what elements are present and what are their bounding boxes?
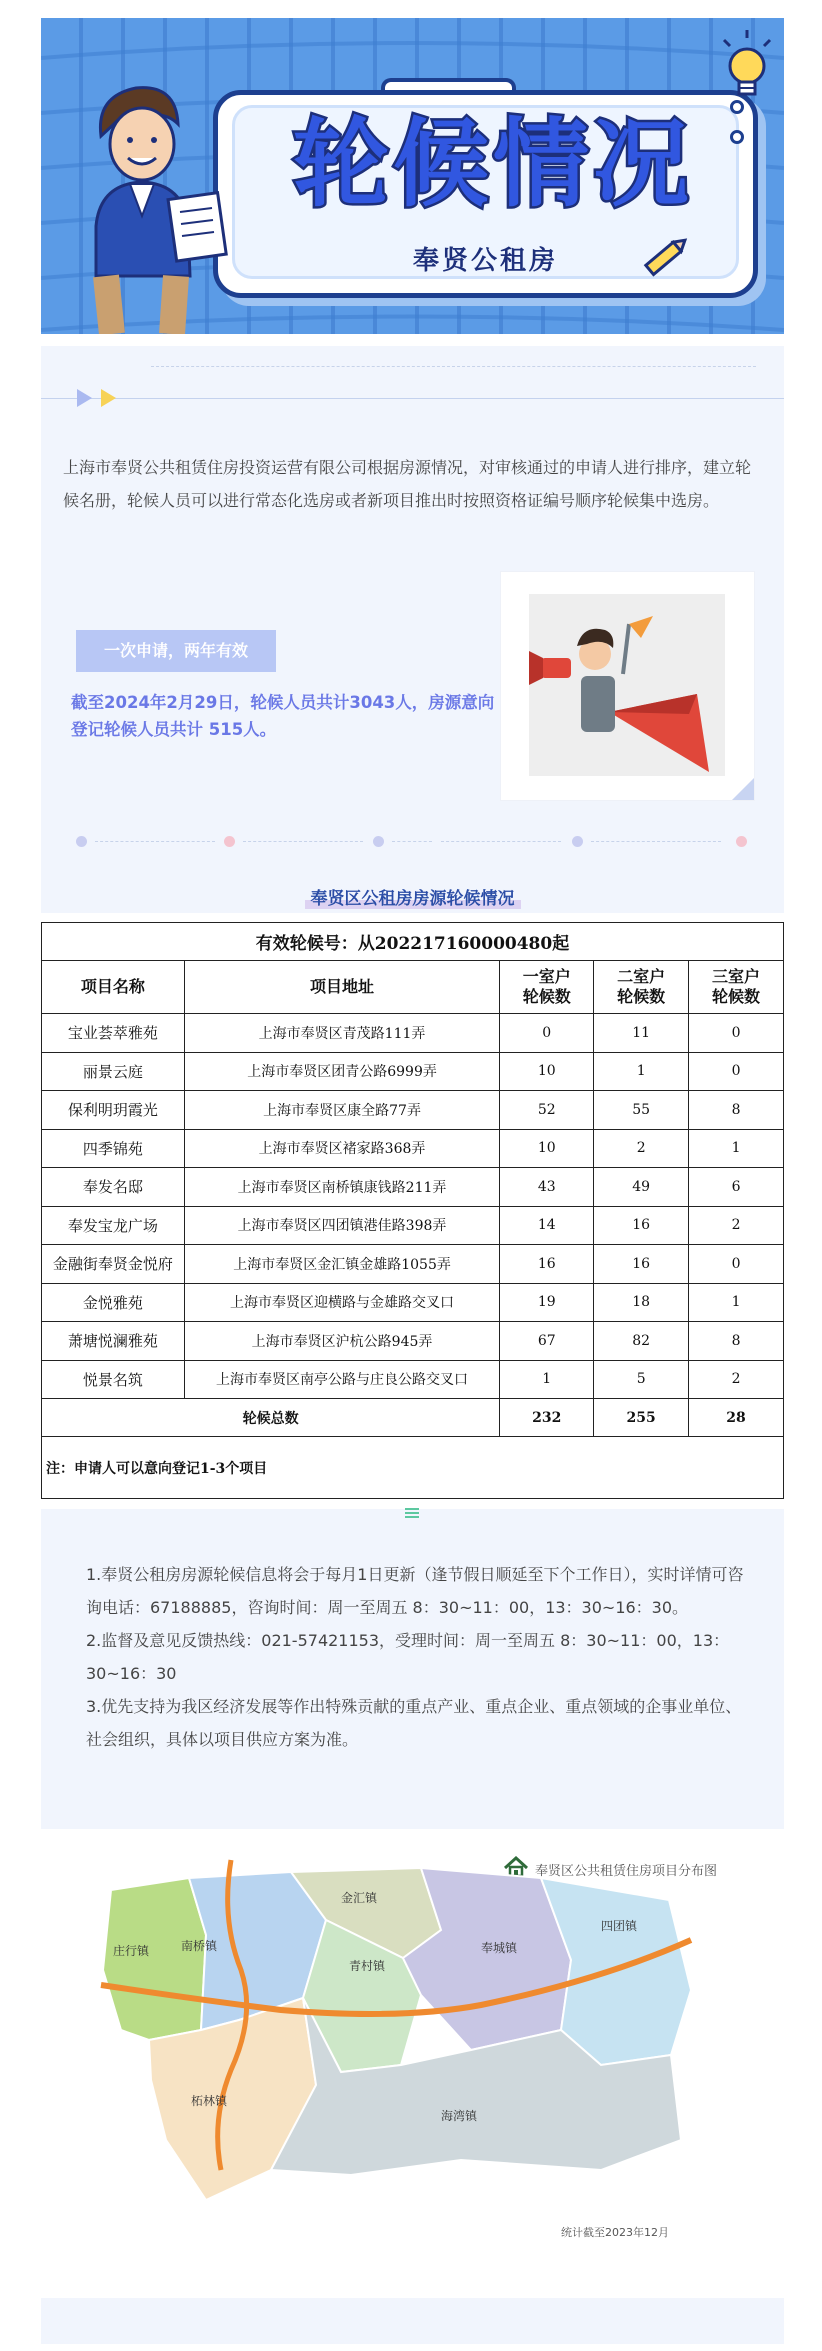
project-address: 上海市奉贤区金汇镇金雄路1055弄: [184, 1245, 500, 1284]
district-label: 奉城镇: [481, 1941, 518, 1955]
district-label: 四团镇: [601, 1919, 638, 1933]
map-title: 奉贤区公共租赁住房项目分布图: [535, 1864, 718, 1879]
decor-circle: [730, 130, 744, 144]
district-zhuanghang: [103, 1878, 206, 2040]
table-row: [42, 1129, 784, 1168]
three-room-count: 8: [689, 1091, 784, 1130]
one-room-count: 67: [500, 1322, 594, 1361]
banner-subtitle: 奉贤公租房: [412, 246, 558, 276]
divider: [41, 398, 784, 399]
total-label: 轮候总数: [42, 1399, 500, 1437]
two-room-count: 16: [594, 1245, 689, 1284]
illustration-card: [501, 572, 754, 800]
waitlist-stats: 截至2024年2月29日，轮候人员共计3043人，房源意向登记轮候人员共计 515人。: [71, 693, 495, 739]
one-room-count: 1: [500, 1360, 594, 1399]
col-two-room: 二室户 轮候数: [594, 961, 689, 1014]
intro-section: [41, 346, 784, 913]
two-room-count: 5: [594, 1360, 689, 1399]
project-address: 上海市奉贤区青茂路111弄: [184, 1014, 500, 1053]
table-row: [42, 1052, 784, 1091]
megaphone-man-illustration: [529, 594, 725, 776]
section-title: 奉贤区公租房房源轮候情况: [41, 884, 784, 909]
two-room-count: 18: [594, 1283, 689, 1322]
note-item: 1.奉贤公租房房源轮候信息将会于每月1日更新（逢节假日顺延至下个工作日），实时详情可咨询电话：67188885，咨询时间：周一至周五 8：30~11：00，13：30~16：30。: [86, 1565, 744, 1617]
col-project-address: 项目地址: [184, 961, 500, 1014]
two-room-count: 1: [594, 1052, 689, 1091]
two-room-count: 2: [594, 1129, 689, 1168]
lightbulb-icon: [716, 28, 778, 106]
project-name: 金悦雅苑: [42, 1283, 185, 1322]
project-address: 上海市奉贤区四团镇港佳路398弄: [184, 1206, 500, 1245]
one-room-count: 43: [500, 1168, 594, 1207]
footer-strip: [41, 2298, 784, 2344]
project-name: 奉发名邸: [42, 1168, 185, 1207]
table-row: [42, 1283, 784, 1322]
one-room-count: 10: [500, 1052, 594, 1091]
note-item: 3.优先支持为我区经济发展等作出特殊贡献的重点产业、重点企业、重点领域的企事业单位、社会组织，具体以项目供应方案为准。: [86, 1697, 742, 1749]
three-room-count: 1: [689, 1129, 784, 1168]
three-room-count: 2: [689, 1360, 784, 1399]
project-name: 悦景名筑: [42, 1360, 185, 1399]
one-room-count: 19: [500, 1283, 594, 1322]
two-room-count: 82: [594, 1322, 689, 1361]
intro-paragraph: 上海市奉贤公共租赁住房投资运营有限公司根据房源情况，对审核通过的申请人进行排序，建立轮候名册，轮候人员可以进行常态化选房或者新项目推出时按照资格证编号顺序轮候集中选房。: [63, 458, 752, 510]
col-three-room: 三室户 轮候数: [689, 961, 784, 1014]
two-room-count: 55: [594, 1091, 689, 1130]
three-room-count: 0: [689, 1014, 784, 1053]
table-header: 有效轮候号：从202217160000480起: [42, 923, 784, 961]
table-row: [42, 1091, 784, 1130]
table-note: 注：申请人可以意向登记1-3个项目: [42, 1437, 784, 1499]
two-room-count: 49: [594, 1168, 689, 1207]
pencil-icon: [639, 231, 691, 283]
arrow-icon: [77, 389, 92, 407]
project-name: 奉发宝龙广场: [42, 1206, 185, 1245]
project-address: 上海市奉贤区团青公路6999弄: [184, 1052, 500, 1091]
table-row: [42, 1168, 784, 1207]
total-two-room: 255: [594, 1399, 689, 1437]
district-label: 柘林镇: [191, 2094, 228, 2108]
total-one-room: 232: [500, 1399, 594, 1437]
total-three-room: 28: [689, 1399, 784, 1437]
district-label: 庄行镇: [113, 1944, 150, 1958]
one-room-count: 52: [500, 1091, 594, 1130]
three-room-count: 8: [689, 1322, 784, 1361]
project-name: 保利明玥霞光: [42, 1091, 185, 1130]
note-item: 2.监督及意见反馈热线：021-57421153，受理时间：周一至周五 8：30~11：00，13：30~16：30: [86, 1631, 730, 1683]
menu-lines-icon: [403, 1506, 421, 1520]
project-address: 上海市奉贤区南桥镇康钱路211弄: [184, 1168, 500, 1207]
project-name: 四季锦苑: [42, 1129, 185, 1168]
district-label: 海湾镇: [441, 2109, 478, 2123]
project-name: 金融街奉贤金悦府: [42, 1245, 185, 1284]
notes-section: [41, 1509, 784, 1829]
map-footnote: 统计截至2023年12月: [561, 2226, 669, 2239]
three-room-count: 2: [689, 1206, 784, 1245]
table-row: [42, 1206, 784, 1245]
table-row: [42, 1014, 784, 1053]
divider: [151, 366, 756, 367]
arrow-icon: [101, 389, 116, 407]
table-row: [42, 1322, 784, 1361]
two-room-count: 16: [594, 1206, 689, 1245]
col-one-room: 一室户 轮候数: [500, 961, 594, 1014]
col-project-name: 项目名称: [42, 961, 185, 1014]
district-label: 青村镇: [349, 1959, 386, 1973]
project-address: 上海市奉贤区南亭公路与庄良公路交叉口: [184, 1360, 500, 1399]
district-map: [41, 1840, 784, 2260]
distribution-map: [41, 1840, 784, 2260]
table-row: [42, 1360, 784, 1399]
three-room-count: 6: [689, 1168, 784, 1207]
project-address: 上海市奉贤区沪杭公路945弄: [184, 1322, 500, 1361]
one-room-count: 16: [500, 1245, 594, 1284]
banner-title: 轮候情况: [293, 108, 693, 220]
slogan-badge: 一次申请，两年有效: [76, 630, 276, 672]
two-room-count: 11: [594, 1014, 689, 1053]
one-room-count: 0: [500, 1014, 594, 1053]
cartoon-man-illustration: [56, 66, 256, 334]
table-row: [42, 1245, 784, 1284]
project-address: 上海市奉贤区迎横路与金雄路交叉口: [184, 1283, 500, 1322]
three-room-count: 0: [689, 1245, 784, 1284]
one-room-count: 10: [500, 1129, 594, 1168]
project-name: 丽景云庭: [42, 1052, 185, 1091]
three-room-count: 0: [689, 1052, 784, 1091]
district-label: 金汇镇: [341, 1891, 378, 1905]
one-room-count: 14: [500, 1206, 594, 1245]
waitlist-table: [41, 922, 784, 1499]
project-name: 萧塘悦澜雅苑: [42, 1322, 185, 1361]
project-address: 上海市奉贤区褚家路368弄: [184, 1129, 500, 1168]
district-label: 南桥镇: [181, 1939, 218, 1953]
project-name: 宝业荟萃雅苑: [42, 1014, 185, 1053]
three-room-count: 1: [689, 1283, 784, 1322]
project-address: 上海市奉贤区康全路77弄: [184, 1091, 500, 1130]
header-banner: [41, 18, 784, 334]
notes-list: [86, 1558, 746, 1756]
